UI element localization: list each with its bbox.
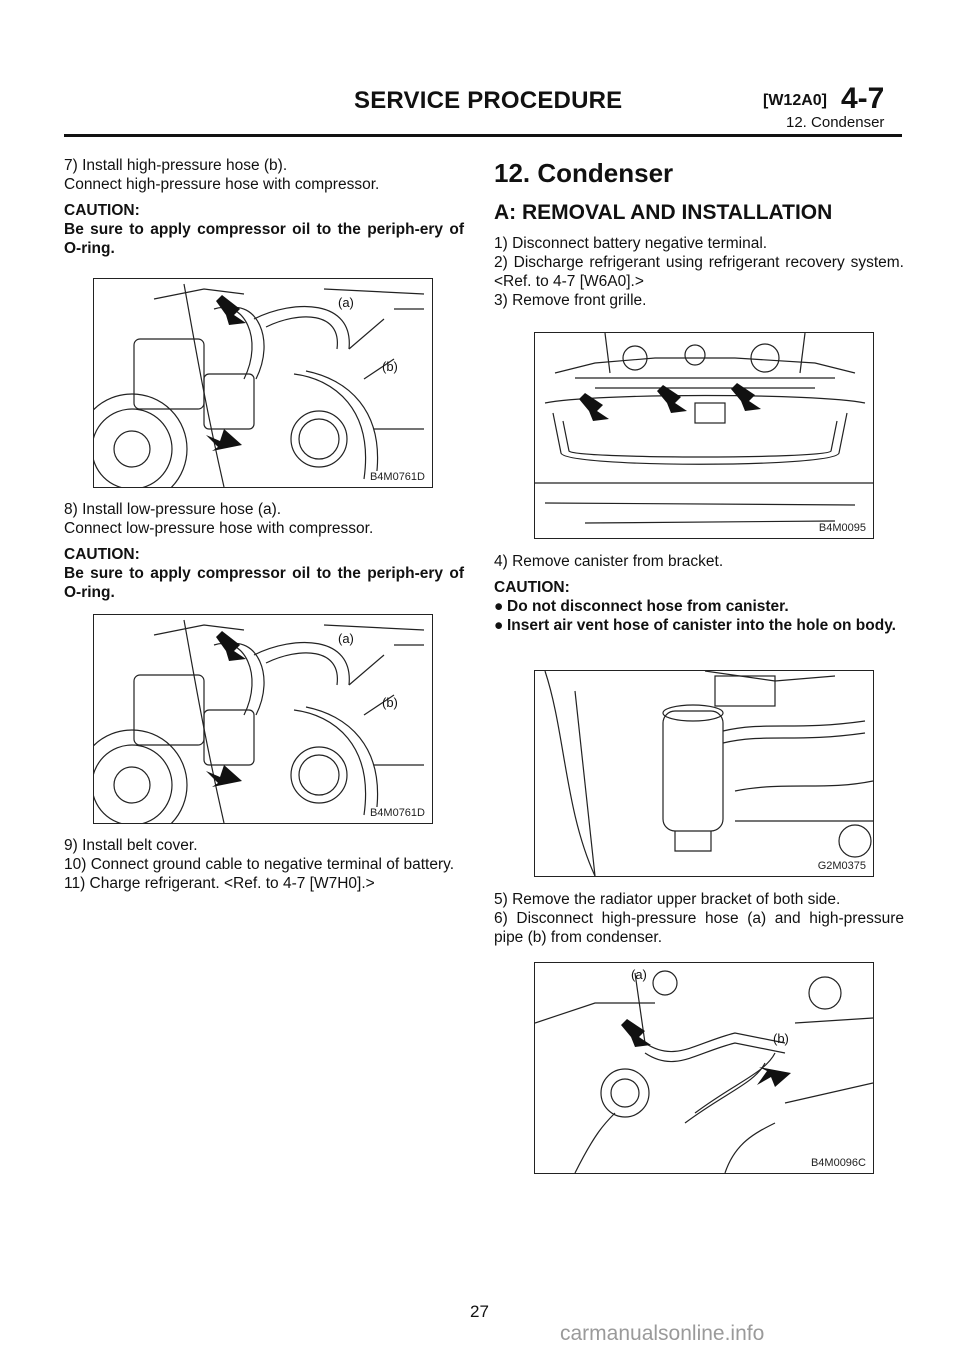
figure-label: B4M0095 (818, 522, 866, 534)
callout-b: (b) (382, 359, 398, 374)
engine-compressor-illustration (94, 279, 432, 487)
left-column-step-8 (64, 500, 464, 602)
step-1: 1) Disconnect battery negative terminal. (494, 235, 768, 252)
step-7-line-1: 7) Install high-pressure hose (b). (64, 157, 288, 174)
header-section-number: 4-7 (841, 82, 885, 115)
section-title: A: REMOVAL AND INSTALLATION (494, 201, 833, 224)
caution-3-item-2-text: Insert air vent hose of canister into the hole on body. (507, 617, 896, 634)
step-3: 3) Remove front grille. (494, 292, 647, 309)
figure-b4m0761d-2 (93, 614, 433, 824)
figure-label: B4M0761D (369, 471, 425, 483)
step-8-line-2: Connect low-pressure hose with compressor. (64, 520, 374, 537)
callout-a: (a) (338, 631, 354, 646)
figure-b4m0761d-1 (93, 278, 433, 488)
step-6: 6) Disconnect high-pressure hose (a) and high-pressure pipe (b) from condenser. (494, 910, 904, 946)
condenser-hose-illustration (535, 963, 873, 1173)
watermark: carmanualsonline.info (560, 1322, 765, 1345)
right-column-steps-5-6 (494, 890, 904, 947)
step-9: 9) Install belt cover. (64, 837, 198, 854)
caution-1-heading: CAUTION: (64, 202, 140, 219)
figure-label: B4M0096C (810, 1157, 866, 1169)
figure-label: G2M0375 (817, 860, 866, 872)
figure-label: B4M0761D (369, 807, 425, 819)
callout-a: (a) (631, 967, 647, 982)
left-column (64, 156, 464, 258)
chapter-title: 12. Condenser (494, 158, 674, 188)
step-2: 2) Discharge refrigerant using refrigerant recovery system. <Ref. to 4-7 [W6A0].> (494, 254, 904, 290)
caution-1-text: Be sure to apply compressor oil to the periph-ery of O-ring. (64, 221, 464, 257)
page-number: 27 (470, 1302, 489, 1321)
header-subtitle: 12. Condenser (786, 114, 885, 131)
figure-b4m0095 (534, 332, 874, 539)
step-11: 11) Charge refrigerant. <Ref. to 4-7 [W7H0].> (64, 875, 375, 892)
caution-3-item-2 (494, 616, 904, 635)
header-rule (64, 134, 902, 137)
figure-b4m0096c (534, 962, 874, 1174)
callout-b: (b) (773, 1031, 789, 1046)
caution-3-item-1-text: Do not disconnect hose from canister. (507, 598, 789, 615)
step-4: 4) Remove canister from bracket. (494, 553, 724, 570)
right-column (494, 158, 904, 310)
step-7-line-2: Connect high-pressure hose with compressor. (64, 176, 380, 193)
caution-3-item-1 (494, 597, 904, 616)
canister-illustration (535, 671, 873, 876)
header-code: [W12A0] (763, 92, 828, 109)
step-5: 5) Remove the radiator upper bracket of both side. (494, 891, 841, 908)
right-column-step-4 (494, 552, 904, 635)
bullet-icon: ● (494, 598, 504, 615)
caution-2-heading: CAUTION: (64, 546, 140, 563)
engine-compressor-illustration (94, 615, 432, 823)
figure-g2m0375 (534, 670, 874, 877)
step-10: 10) Connect ground cable to negative terminal of battery. (64, 856, 455, 873)
caution-2-text: Be sure to apply compressor oil to the periph-ery of O-ring. (64, 565, 464, 601)
callout-b: (b) (382, 695, 398, 710)
front-grille-illustration (535, 333, 873, 538)
header-title: SERVICE PROCEDURE (354, 87, 623, 114)
callout-a: (a) (338, 295, 354, 310)
step-8-line-1: 8) Install low-pressure hose (a). (64, 501, 282, 518)
bullet-icon: ● (494, 617, 504, 634)
left-column-steps-9-11 (64, 836, 464, 893)
caution-3-heading: CAUTION: (494, 579, 570, 596)
